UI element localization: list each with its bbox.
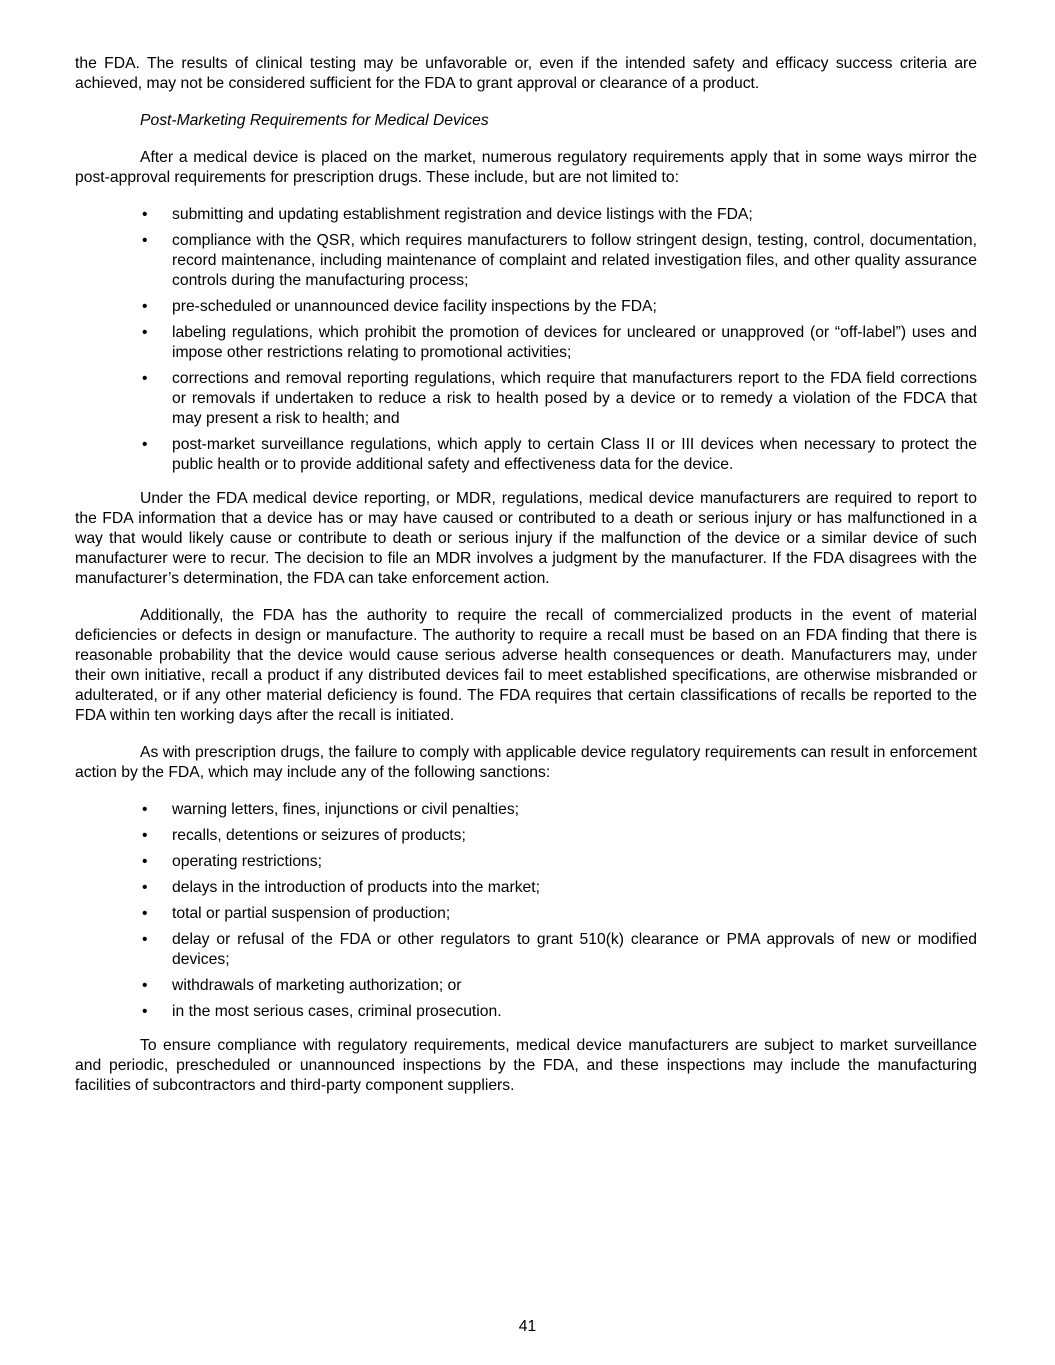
list-item: [75, 852, 977, 872]
bullet-text: in the most serious cases, criminal prosecution.: [172, 1003, 502, 1020]
list-item: [75, 205, 977, 225]
bullet-icon: •: [142, 879, 148, 896]
list-item: [75, 369, 977, 429]
list-item: [75, 323, 977, 363]
paragraph-intro-continuation: the FDA. The results of clinical testing may be unfavorable or, even if the intended safety and efficacy success criteria are achieved, may not be considered sufficient for the FDA to grant approval or clearance of a product.: [75, 55, 977, 92]
bullet-icon: •: [142, 232, 148, 249]
bullet-text: total or partial suspension of production;: [172, 905, 451, 922]
list-item: [75, 297, 977, 317]
bullet-text: compliance with the QSR, which requires manufacturers to follow stringent design, testing, control, documentation, record maintenance, including maintenance of complaint and related investigation files, and other quality assurance controls during the manufacturing process;: [172, 232, 977, 289]
list-item: [75, 826, 977, 846]
paragraph-compliance: To ensure compliance with regulatory requirements, medical device manufacturers are subject to market surveillance and periodic, prescheduled or unannounced inspections by the FDA, and these inspections may include the manufacturing facilities of subcontractors and third-party component suppliers.: [75, 1037, 977, 1094]
paragraph-after-market: After a medical device is placed on the market, numerous regulatory requirements apply that in some ways mirror the post-approval requirements for prescription drugs. These include, but are not limited to:: [75, 149, 977, 186]
list-item: [75, 878, 977, 898]
bullet-text: labeling regulations, which prohibit the promotion of devices for uncleared or unapproved (or “off-label”) uses and impose other restrictions relating to promotional activities;: [172, 324, 977, 361]
list-item: [75, 904, 977, 924]
bullet-text: submitting and updating establishment registration and device listings with the FDA;: [172, 206, 753, 223]
bullet-icon: •: [142, 436, 148, 453]
bullet-icon: •: [142, 370, 148, 387]
bullet-text: withdrawals of marketing authorization; or: [172, 977, 462, 994]
bullet-icon: •: [142, 298, 148, 315]
bullet-text: post-market surveillance regulations, which apply to certain Class II or III devices when necessary to protect the public health or to provide additional safety and effectiveness data for the device.: [172, 436, 977, 473]
paragraph-sanctions-lead: As with prescription drugs, the failure to comply with applicable device regulatory requirements can result in enforcement action by the FDA, which may include any of the following sanctions:: [75, 744, 977, 781]
bullet-text: delay or refusal of the FDA or other regulators to grant 510(k) clearance or PMA approvals of new or modified devices;: [172, 931, 977, 968]
list-item: [75, 930, 977, 970]
bullet-icon: •: [142, 206, 148, 223]
bullet-text: corrections and removal reporting regulations, which require that manufacturers report to the FDA field corrections or removals if undertaken to reduce a risk to health posed by a device or to remedy a violation of the FDCA that may present a risk to health; and: [172, 370, 977, 427]
bullet-icon: •: [142, 827, 148, 844]
page-number: 41: [518, 1318, 537, 1335]
bullet-text: delays in the introduction of products into the market;: [172, 879, 540, 896]
list-item: [75, 1002, 977, 1022]
bullet-icon: •: [142, 324, 148, 341]
paragraph-mdr: Under the FDA medical device reporting, or MDR, regulations, medical device manufacturers are required to report to the FDA information that a device has or may have caused or contributed to a death or serious injury or has malfunctioned in a way that would likely cause or contribute to death or serious injury if the malfunction of the device or a similar device of such manufacturer were to recur. The decision to file an MDR involves a judgment by the manufacturer. If the FDA disagrees with the manufacturer’s determination, the FDA can take enforcement action.: [75, 490, 977, 587]
bullet-text: pre-scheduled or unannounced device facility inspections by the FDA;: [172, 298, 657, 315]
bullet-text: operating restrictions;: [172, 853, 322, 870]
bullet-icon: •: [142, 1003, 148, 1020]
list-item: [75, 435, 977, 475]
paragraph-recall: Additionally, the FDA has the authority to require the recall of commercialized products in the event of material deficiencies or defects in design or manufacture. The authority to require a recall must be based on an FDA finding that there is reasonable probability that the device would cause serious adverse health consequences or death. Manufacturers may, under their own initiative, recall a product if any distributed devices fail to meet established specifications, are otherwise misbranded or adulterated, or if any other material deficiency is found. The FDA requires that certain classifications of recalls be reported to the FDA within ten working days after the recall is initiated.: [75, 607, 977, 724]
bullet-icon: •: [142, 801, 148, 818]
list-item: [75, 231, 977, 291]
bullet-icon: •: [142, 905, 148, 922]
list-item: [75, 800, 977, 820]
section-subheading: Post-Marketing Requirements for Medical Devices: [140, 112, 489, 129]
bullet-list-sanctions: [75, 800, 977, 1022]
bullet-icon: •: [142, 977, 148, 994]
bullet-list-requirements: [75, 205, 977, 475]
bullet-text: recalls, detentions or seizures of products;: [172, 827, 466, 844]
list-item: [75, 976, 977, 996]
bullet-icon: •: [142, 853, 148, 870]
bullet-text: warning letters, fines, injunctions or civil penalties;: [172, 801, 520, 818]
bullet-icon: •: [142, 931, 148, 948]
